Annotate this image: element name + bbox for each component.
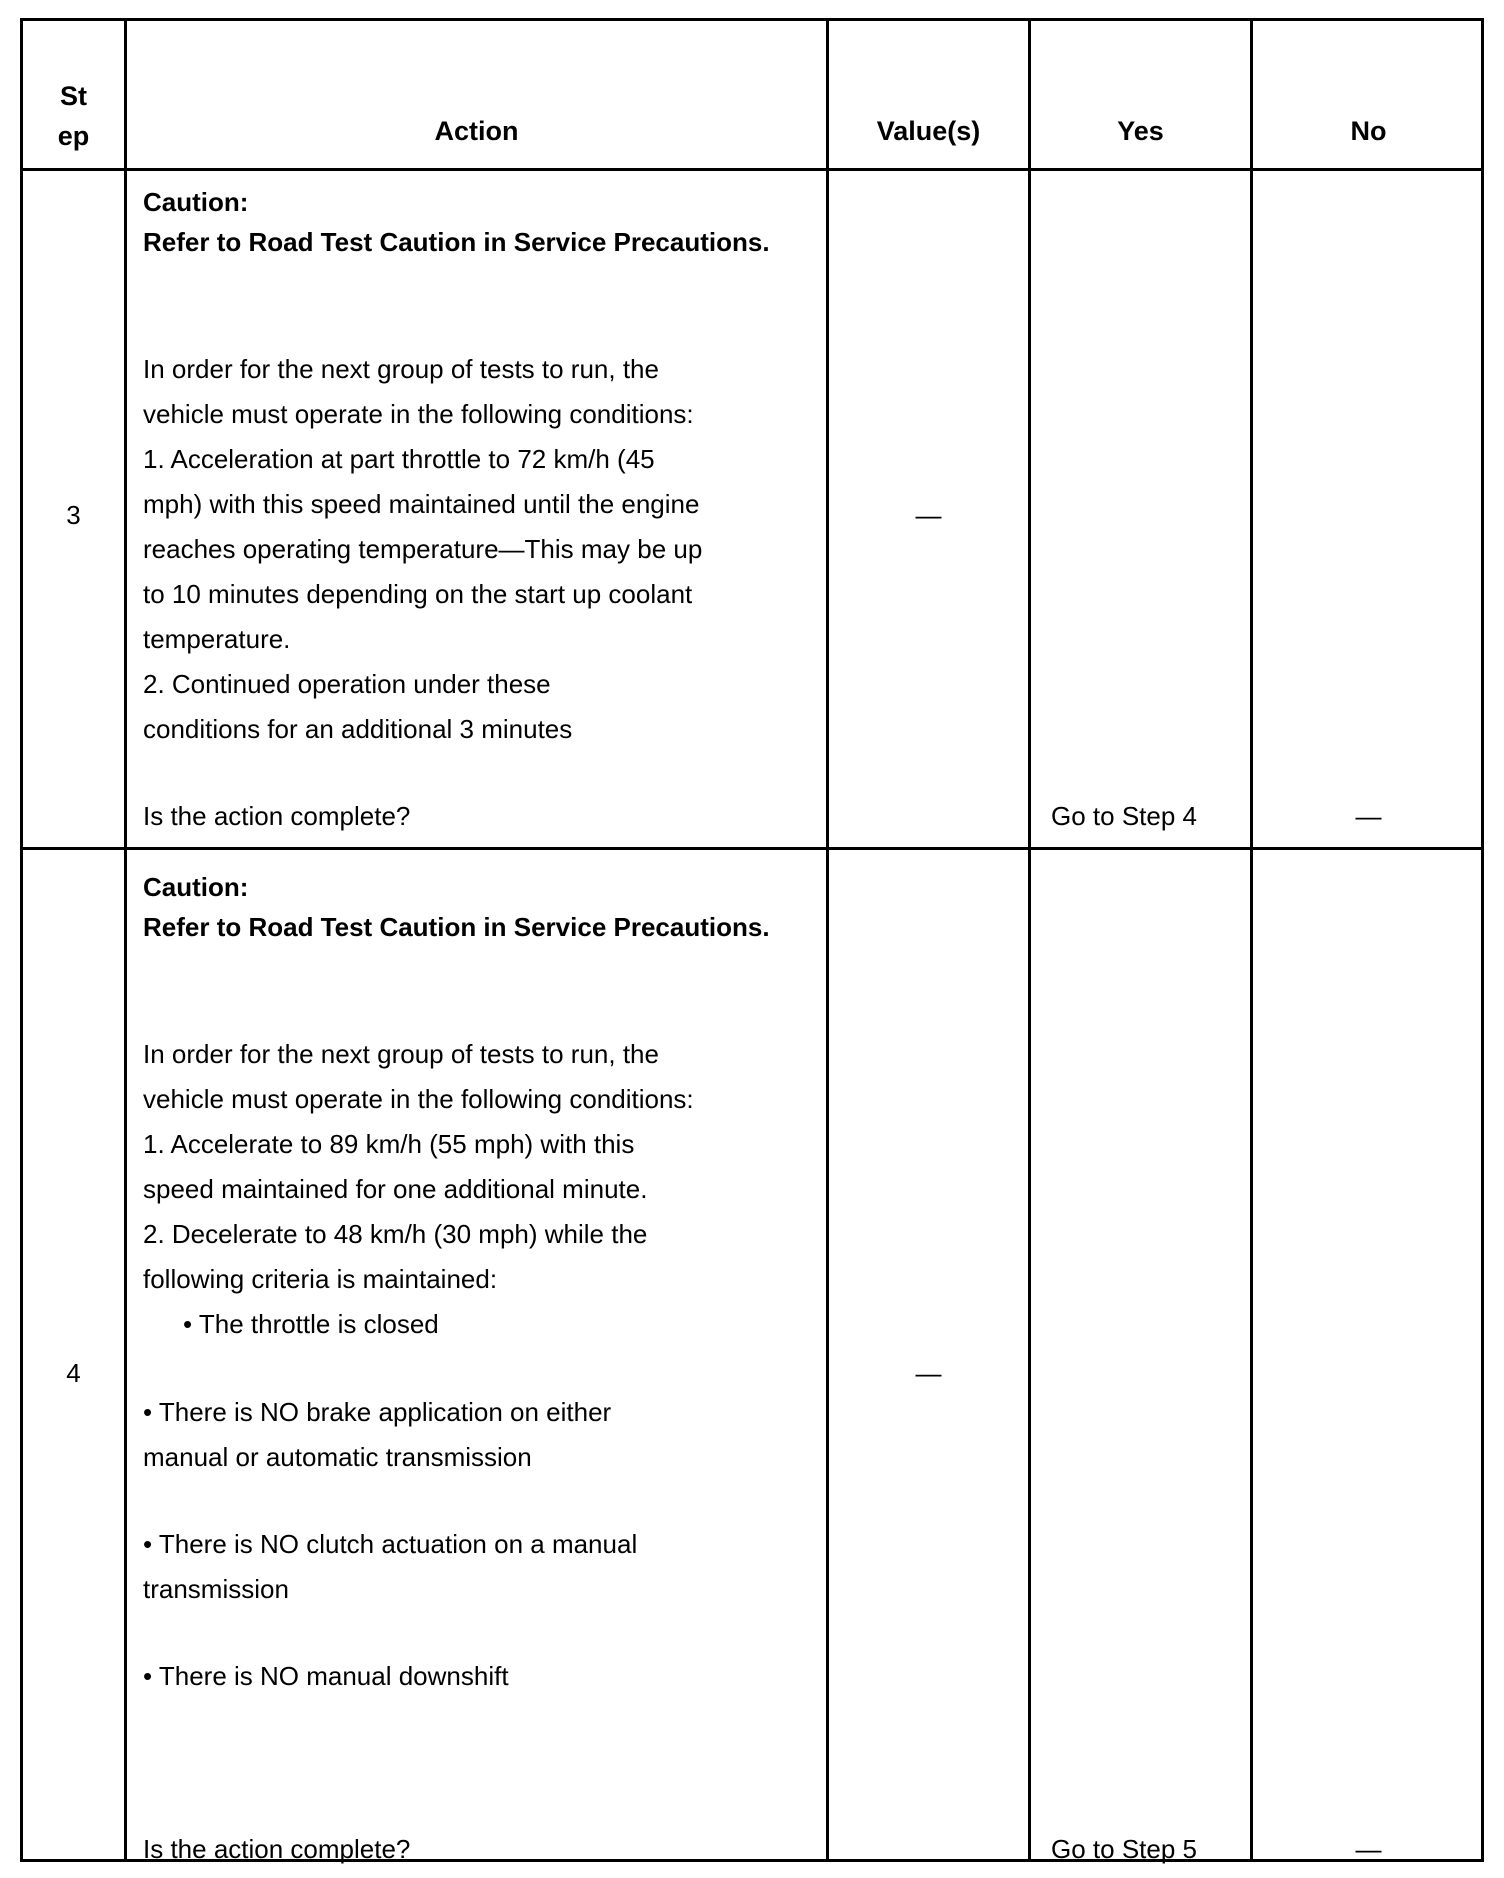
row-3-line: to 10 minutes depending on the start up coolant	[143, 579, 693, 609]
row-3-line: temperature.	[143, 624, 291, 654]
row-4-line: 1. Accelerate to 89 km/h (55 mph) with this	[143, 1129, 635, 1159]
header-yes: Yes	[1117, 116, 1164, 146]
row-3-caution-text: Refer to Road Test Caution in Service Precautions.	[143, 227, 770, 257]
header-step-line: ep	[57, 121, 90, 151]
row-3-line: In order for the next group of tests to run, the	[143, 354, 659, 384]
row-4-step: 4	[66, 1358, 81, 1388]
row-3-line: conditions for an additional 3 minutes	[143, 714, 573, 744]
row-4-no: —	[1355, 1834, 1382, 1864]
header-step-line: St	[60, 81, 87, 111]
row-4-line: following criteria is maintained:	[143, 1264, 498, 1294]
col-divider	[124, 21, 127, 1859]
row-4-yes: Go to Step 5	[1051, 1834, 1197, 1864]
row-3-line: 2. Continued operation under these	[143, 669, 551, 699]
row-4-question: Is the action complete?	[143, 1834, 411, 1864]
row-3-line: mph) with this speed maintained until the engine	[143, 489, 700, 519]
row-4-line: In order for the next group of tests to run, the	[143, 1039, 659, 1069]
row-3-caution-label: Caution:	[143, 187, 249, 217]
header-action: Action	[434, 116, 519, 146]
header-values: Value(s)	[876, 116, 981, 146]
row-4-line: transmission	[143, 1574, 289, 1604]
row-3-line: 1. Acceleration at part throttle to 72 km/h (45	[143, 444, 655, 474]
row-3-no: —	[1355, 801, 1382, 831]
header-step	[23, 76, 124, 156]
diagnostic-table	[20, 18, 1484, 1862]
col-divider	[1028, 21, 1031, 1859]
row-4-bullet: • There is NO brake application on either	[143, 1397, 612, 1427]
row-divider	[23, 168, 1481, 171]
row-4-line: vehicle must operate in the following conditions:	[143, 1084, 694, 1114]
row-4-line: 2. Decelerate to 48 km/h (30 mph) while the	[143, 1219, 648, 1249]
row-4-caution-text: Refer to Road Test Caution in Service Precautions.	[143, 912, 770, 942]
col-divider	[826, 21, 829, 1859]
row-3-step: 3	[66, 500, 81, 530]
row-4-line: manual or automatic transmission	[143, 1442, 532, 1472]
col-divider	[1250, 21, 1253, 1859]
header-no: No	[1350, 116, 1387, 146]
row-3-question: Is the action complete?	[143, 801, 411, 831]
row-3-value: —	[915, 500, 942, 530]
row-4-bullet: • The throttle is closed	[183, 1309, 439, 1339]
row-3-yes: Go to Step 4	[1051, 801, 1197, 831]
row-4-bullet: • There is NO clutch actuation on a manual	[143, 1529, 638, 1559]
row-4-bullet: • There is NO manual downshift	[143, 1661, 509, 1691]
row-divider	[23, 847, 1481, 850]
row-4-line: speed maintained for one additional minute.	[143, 1174, 648, 1204]
row-4-caution-label: Caution:	[143, 872, 249, 902]
row-4-value: —	[915, 1358, 942, 1388]
row-3-line: reaches operating temperature—This may be up	[143, 534, 703, 564]
row-3-line: vehicle must operate in the following conditions:	[143, 399, 694, 429]
